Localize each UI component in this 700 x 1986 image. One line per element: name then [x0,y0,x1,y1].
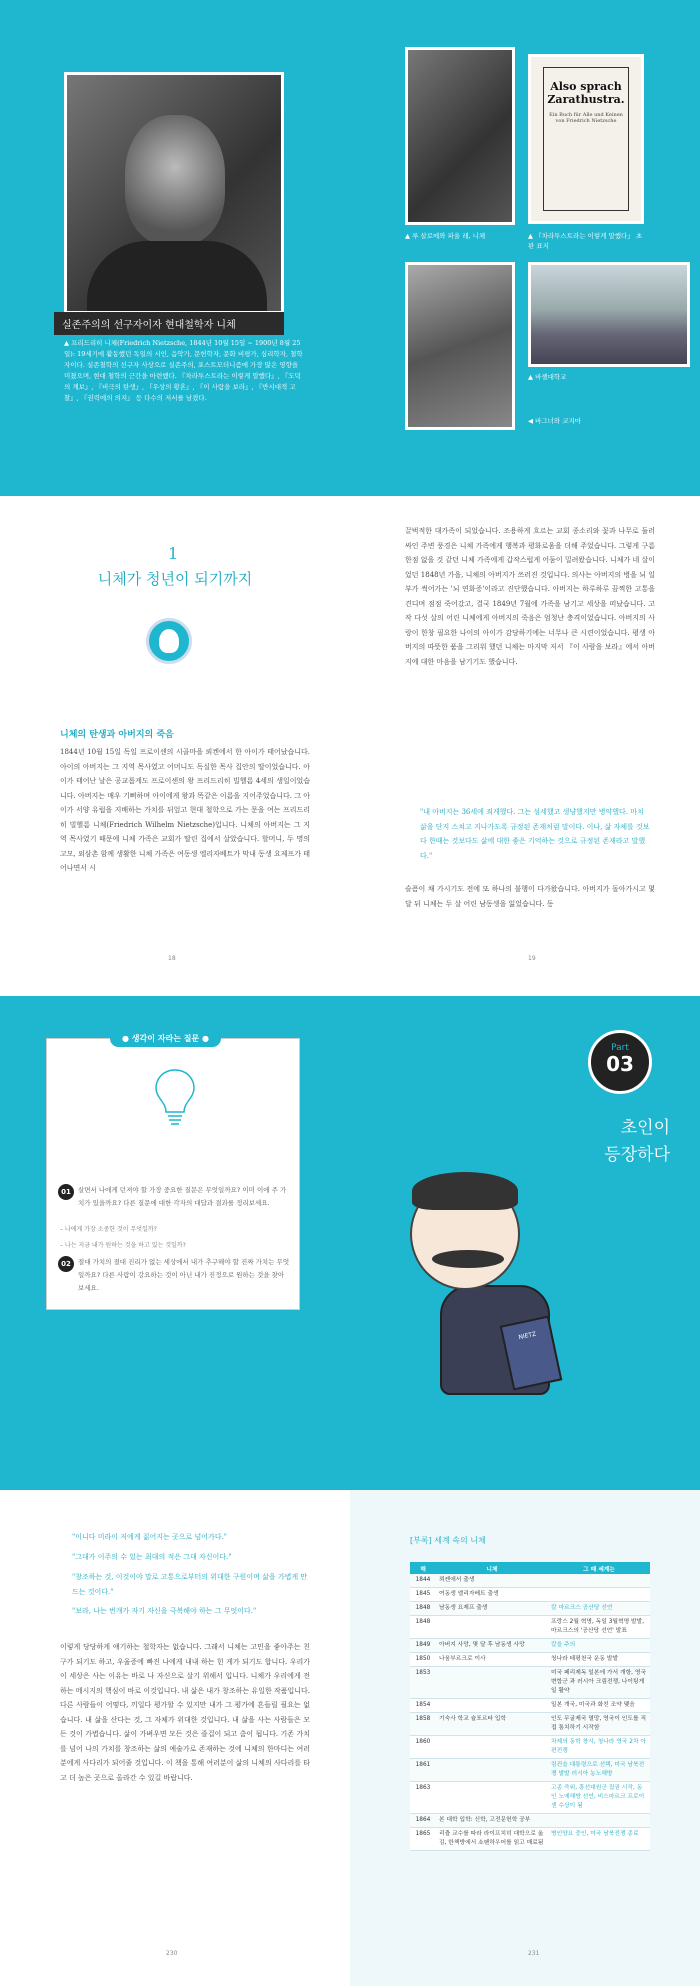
cell-world: 일본 개국, 미국과 화친 조약 맺음 [548,1699,650,1713]
book-subtitle: Ein Buch für Alle und Keinen von Friedrich Nietzsche [549,112,623,124]
cell-nietzsche: 나움부르크로 이사 [436,1653,548,1667]
table-row [410,1713,650,1736]
cell-nietzsche [436,1782,548,1814]
cell-year: 1850 [410,1653,436,1667]
table-row [410,1699,650,1713]
book-cover [543,67,629,211]
quote-1: "이니다 미라이 저에게 짊어지는 곳으로 넘어가다." [72,1533,228,1541]
table-row [410,1588,650,1602]
cell-world: 청나라 태평천국 운동 발발 [548,1653,650,1667]
page-number-230: 230 [166,1950,178,1957]
cell-world [548,1574,650,1588]
timeline-table [410,1562,650,1851]
part-title-line-1: 초인이 [620,1118,670,1138]
cell-world: 칼 마르크스 공산당 선언 [548,1602,650,1616]
portrait-caption-bar: 실존주의의 선구자이자 현대철학자 니체 [54,312,284,335]
appendix-title: [부록] 세계 속의 니체 [410,1536,486,1545]
page-number-231: 231 [528,1950,540,1957]
table-row [410,1759,650,1782]
cell-year: 1863 [410,1782,436,1814]
cartoon-hair [412,1172,518,1210]
left-page-text: 1844년 10월 15일 독일 프로이센의 시골마을 뢰켄에서 한 아이가 태어났습니다. 아이의 아버지는 그 지역 목사였고 어머니도 독실한 목사 집안의 딸이었습니다. 아이가 태어난 날은 공교롭게도 프로이센의 왕 프리드리히 빌헬름 4세의 생일이었습니다. 아버지는 매우 기뻐하며 아이에게 왕과 똑같은 이름을 지어주었습니다. 그 아이가 서양 유럽을 지배하는 가치를 뒤엎고 현대 철학으로 가는 문을 여는 프리드리히 빌헬름 니체(Friedrich Wilhelm Nietzsche)입니다. 니체의 아버지는 그 지역 목사였기 때문에 니체 가족은 교회가 딸린 집에서 살았습니다. 할머니, 두 명의 고모, 외삼촌 함께 생활한 니체 가족은 여동생 엘리자베트가 막내 동생 요제프가 태어나면서 시 [60,748,310,872]
cell-nietzsche [436,1736,548,1759]
part-title-line-2: 등장하다 [604,1145,670,1165]
cartoon-mustache [432,1250,504,1268]
cell-nietzsche: 아버지 사망, 몇 달 후 남동생 사망 [436,1639,548,1653]
page-number-right: 19 [528,955,536,962]
book-title: Also sprach Zarathustra. [547,80,625,106]
question-1-text: 살면서 나에게 던져야 할 가장 중요한 질문은 무엇일까요? 이미 이에 주 가치가 있을까요? 다른 질문에 대한 각자의 대답과 결과를 정리보세요. [78,1186,287,1207]
cell-world: 인도 무굴제국 멸망, 영국이 인도를 직접 통치하기 시작함 [548,1713,650,1736]
portrait-caption: ▲ 프리드리히 니체(Friedrich Nietzsche, 1844년 10월 15일 ~ 1900년 8월 25일): 19세기에 활동했던 독일의 시인, 음악가, 문헌학자, 문화 비평가, 심리학자, 철학자이다. 실존철학의 선구자 사상으로 실존주의, 포스트모더니즘에 가장 많은 영향을 미쳤으며, 현대 철학의 근간을 마련했다. 『차라투스트라는 이렇게 말했다』, 『도덕의 계보』, 『비극의 탄생』, 『우상의 황혼』, 『이 사람을 보라』, 『반시대적 고찰』, 『권력에의 의지』 등 다수의 저서를 남겼다. [64,339,303,402]
col-year: 해 [410,1562,436,1574]
cell-year: 1849 [410,1639,436,1653]
cell-nietzsche: 본 대학 입학: 신학, 고전문헌학 공부 [436,1814,548,1828]
cell-year: 1854 [410,1699,436,1713]
col-nietzsche: 니체 [436,1562,548,1574]
part-number: 03 [606,1052,634,1076]
question-1-sub-2: – 나는 지금 내가 원하는 것을 하고 있는 것일까? [60,1242,186,1249]
cell-world: 고종 즉위, 흥선대원군 집권 시작, 동인 노예해방 선언, 비스마르크 프로이센 수상이 됨 [548,1782,650,1814]
question-1-sub-1: – 나에게 가장 소중한 것이 무엇일까? [60,1226,157,1233]
right-page-text: 끌벅적한 대가족이 되었습니다. 조용하게 흐르는 교회 종소리와 꽃과 나무로 둘러싸인 주변 풍경은 니체 가족에게 행복과 평화로움을 더해 주었습니다. 그렇게 구름 한점 없을 것 같던 니체 가족에게 갑작스럽게 어둠이 밀려왔습니다. 니체가 네 살이었던 1848년 가을, 니체의 아버지가 쓰러진 것입니다. 의사는 아버지의 병을 뇌 일부가 썩어가는 '뇌 연화증'이라고 진단했습니다. 아버지는 하루하루 끔찍한 고통을 견디며 점점 죽어갔고, 결국 1849년 7월에 가족을 남기고 세상을 떠났습니다. 고작 다섯 살의 어린 니체에게 아버지의 죽음은 엄청난 충격이었습니다. 아버지의 사랑이 한창 필요한 나이의 아이가 감당하기에는 너무나 큰 시련이었습니다. 평생 아버지의 따뜻한 품을 그리워 했던 니체는 마지막 저서 『이 사람을 보라』에서 아버지에 대한 마음을 남기기도 했습니다. [405,527,655,666]
nietzsche-avatar-icon [146,618,192,664]
cell-world [548,1814,650,1828]
cell-nietzsche: 리츨 교수를 따라 라이프치히 대학으로 옮김, 한책방에서 쇼펜하우어를 읽고 매료됨 [436,1828,548,1851]
cell-world: 프랑스 2월 혁명, 독일 3월혁명 발발, 마르크스의 '공산당 선언' 발표 [548,1616,650,1639]
quote-3: "창조하는 것, 이것이야 말로 고통으로부터의 위대한 구원이며 삶을 가볍게 만드는 것이다." [72,1573,308,1596]
question-badge: ● 생각이 자라는 질문 ● [110,1030,221,1047]
wagner-photo [405,262,515,430]
closing-text: 이렇게 당당하게 얘기하는 철학자는 없습니다. 그래서 니체는 고민을 좋아주는 친구가 되기도 하고, 우울증에 빠진 나에게 내내 하는 힌 게가 되기도 합니다. 우리가 이 세상은 사는 이유는 바로 나 자신으로 살기 위해서 입니다. 니체가 우리에게 전하는 메시지의 핵심이 바로 이것입니다. 내 삶은 내가 창조하는 유일한 작품입니다. 다른 사람들이 어떻다, 끼일다 평가할 수 있지만 내가 그 평가에 흔들릴 필요는 없습니다. 내 삶을 산다는 것, 그 자체가 위대한 것입니다. 내 삶을 사는 사람들은 모든 것이 가볍습니다. 삶이 가벼우면 모든 것은 즐겁이 되고 춤이 됩니다. 기존 가치를 넘어 나의 가치를 창조하는 삶의 예술가로 존재하는 것에 니체의 한마디는 여러분에게 사다리가 되어줄 것입니다. 이 책을 통해 여러분이 삶의 니체의 사다리를 타고 더 높은 곳으로 올라간 수 있길 바랍니다. [60,1643,310,1782]
caption-zarathustra: ▲ 『차라투스트라는 이렇게 말했다』 초판 표지 [528,232,643,250]
cell-world: 칼을 주의 [548,1639,650,1653]
cell-year: 1844 [410,1574,436,1588]
page-number-left: 18 [168,955,176,962]
cell-nietzsche [436,1616,548,1639]
cell-year: 1865 [410,1828,436,1851]
after-quote-text: 슬픔이 채 가시기도 전에 또 하나의 불행이 다가왔습니다. 아버지가 돌아가시고 몇 달 뒤 니체는 두 살 어린 남동생을 잃었습니다. 동 [405,885,655,908]
table-row [410,1814,650,1828]
table-row [410,1667,650,1699]
father-quote: "내 아버지는 36세에 죄게했다. 그는 섬세했고 생냥했지만 병약했다. 마치 삶을 단지 스쳐고 지나가도록 규정된 존재처럼 말이다. 이나, 삶 자체를 것보다 한때는 것보다도 삶에 대한 좋은 기억하는 것으로 규정된 존재라고 말했다." [420,808,650,860]
caption-basel: ▲ 바젤대학교 [528,373,567,381]
question-2-number: 02 [58,1256,74,1272]
table-row [410,1828,650,1851]
cell-year: 1848 [410,1616,436,1639]
caption-wagner: ◀ 바그너와 코지마 [528,417,582,425]
cell-nietzsche [436,1759,548,1782]
table-row [410,1782,650,1814]
part-badge [588,1030,652,1094]
table-row [410,1736,650,1759]
cartoon-book: NIETZ [500,1316,563,1391]
cell-year: 1848 [410,1602,436,1616]
cell-world: 미국 페리제독 일본에 가서 개항, 영국 변합군 과 러시아 크림전쟁, 나이팅게일 활약 [548,1667,650,1699]
quote-4: "보라, 나는 번개가 자기 자신을 극복해야 하는 그 무엇이다." [72,1607,257,1615]
part-label: Part [611,1043,629,1053]
cell-world: 병인양요 중인, 미국 남북전쟁 종료 [548,1828,650,1851]
section-heading: 니체의 탄생과 아버지의 죽음 [60,730,174,740]
cell-year: 1864 [410,1814,436,1828]
cell-year: 1858 [410,1713,436,1736]
nietzsche-portrait-photo [64,72,284,314]
table-header-row [410,1562,650,1574]
quote-2: "그대가 이주의 수 있는 최대의 적은 그대 자신이다." [72,1553,232,1561]
cell-world: 링컨을 대통령으로 선택, 미국 남북전쟁 발발 러시아 농노해방 [548,1759,650,1782]
question-1-number: 01 [58,1184,74,1200]
cell-nietzsche [436,1667,548,1699]
col-world: 그 때 세계는 [548,1562,650,1574]
salome-photo [405,47,515,225]
table-row [410,1639,650,1653]
cell-year: 1860 [410,1736,436,1759]
table-row [410,1616,650,1639]
cell-year: 1853 [410,1667,436,1699]
portrait-face [125,115,225,245]
chapter-number: 1 [168,544,179,563]
cell-nietzsche: 기숙사 학교 슐포르타 입학 [436,1713,548,1736]
table-row [410,1574,650,1588]
question-2-text: 절대 가치의 절대 진리가 없는 세상에서 내가 추구해야 할 진짜 가치는 무엇일까요? 다른 사람이 강요하는 것이 아닌 내가 진정으로 원하는 것을 찾아보세요. [78,1258,290,1292]
portrait-coat [87,241,267,311]
cell-nietzsche: 뢰켄에서 출생 [436,1574,548,1588]
cell-world: 차제의 동학 창시, 청나라 영국 2차 아편전쟁 [548,1736,650,1759]
caption-salome: ▲ 루 살로메와 파울 레, 니체 [405,232,486,240]
cell-nietzsche [436,1699,548,1713]
basel-university-photo [528,262,690,367]
table-row [410,1602,650,1616]
part-title [560,1115,670,1169]
cell-year: 1861 [410,1759,436,1782]
cell-world [548,1588,650,1602]
lightbulb-icon [150,1066,200,1130]
cell-year: 1845 [410,1588,436,1602]
cell-nietzsche: 남동생 요제프 출생 [436,1602,548,1616]
zarathustra-cover-photo [528,54,644,224]
cell-nietzsche: 여동생 엘리자베트 출생 [436,1588,548,1602]
table-row [410,1653,650,1667]
chapter-title: 니체가 청년이 되기까지 [97,570,253,588]
